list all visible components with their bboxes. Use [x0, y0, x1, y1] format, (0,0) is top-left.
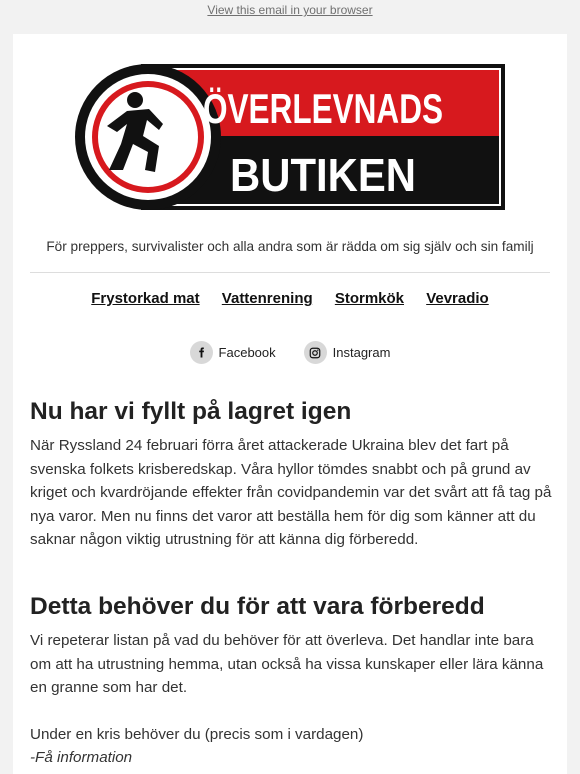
- email-card: [13, 34, 567, 774]
- section2-list-item: -Få information: [30, 749, 133, 767]
- facebook-label: Facebook: [218, 345, 276, 360]
- section2-list-intro: Under en kris behöver du (precis som i vardagen): [30, 725, 364, 743]
- instagram-link[interactable]: [304, 341, 391, 364]
- nav-link-vattenrening[interactable]: Vattenrening: [221, 290, 313, 307]
- instagram-icon: [304, 341, 327, 364]
- facebook-link[interactable]: [190, 341, 276, 364]
- logo-line1: ÖVERLEVNADS: [203, 85, 443, 132]
- nav-link-frystorkad-mat[interactable]: Frystorkad mat: [91, 290, 200, 307]
- logo-line2: BUTIKEN: [230, 149, 416, 201]
- topbar: [0, 0, 580, 32]
- store-logo-graphic: [75, 62, 505, 212]
- facebook-icon: [190, 341, 213, 364]
- category-nav: [13, 290, 567, 307]
- section2-body: Vi repeterar listan på vad du behöver för att överleva. Det handlar inte bara om att ha utrustning hemma, utan också ha vissa kunskaper eller lära känna en granne som har det.: [30, 632, 544, 697]
- nav-link-vevradio[interactable]: Vevradio: [426, 290, 489, 307]
- section1-body: När Ryssland 24 februari förra året attackerade Ukraina blev det fart på svenska folkets krisberedskap. Våra hyllor tömdes snabbt och på grund av kriget och kvardröjande effekter från covidpandemin var det svårt att få tag på nya varor. Men nu finns det varor att beställa hem för dig som känner att du saknar någon viktig utrustning för att känna dig förberedd.: [30, 437, 552, 549]
- email-content: [30, 397, 552, 770]
- tagline: För preppers, survivalister och alla andra som är rädda om sig själv och sin familj: [46, 239, 534, 254]
- instagram-label: Instagram: [332, 345, 391, 360]
- divider: [30, 272, 550, 273]
- spacer: [30, 700, 552, 723]
- view-in-browser-link[interactable]: View this email in your browser: [207, 3, 373, 17]
- section1-title: Nu har vi fyllt på lagret igen: [30, 398, 352, 425]
- store-logo[interactable]: [75, 62, 505, 212]
- section2-title: Detta behöver du för att vara förberedd: [30, 592, 485, 620]
- social-links: [13, 341, 567, 364]
- nav-link-stormkok[interactable]: Stormkök: [334, 290, 405, 307]
